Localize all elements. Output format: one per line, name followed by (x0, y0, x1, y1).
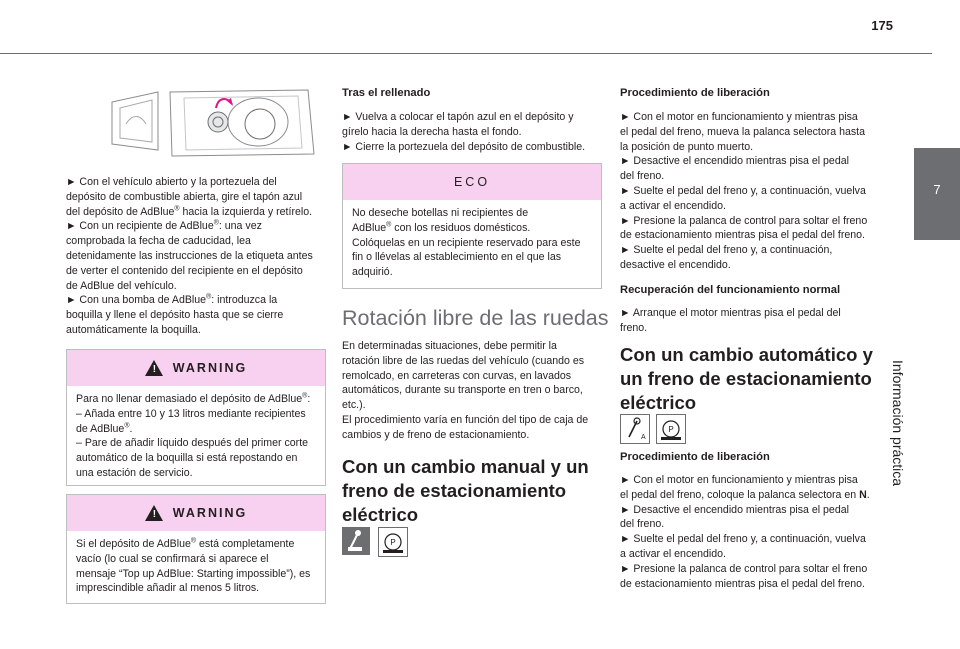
eco-title: ECO (453, 175, 491, 189)
after-refill-heading: Tras el rellenado (342, 87, 431, 99)
release2-line-3: ► Desactive el encendido mientras pisa el pedal (620, 503, 849, 516)
warning-triangle-icon: ! (145, 505, 163, 521)
page-number: 175 (871, 18, 893, 33)
adblue-filler-illustration (100, 84, 326, 160)
chapter-title: Información práctica (890, 360, 906, 487)
eco-line-5: adquirió. (352, 266, 393, 279)
eco-line-4: fin o llévelas al establecimiento en el que las (352, 251, 562, 264)
release-line-4: ► Desactive el encendido mientras pisa el pedal (620, 155, 849, 168)
release-line-1: ► Con el motor en funcionamiento y mientras pisa (620, 111, 858, 123)
intro-line-5: etc.). (342, 399, 366, 412)
manual-heading-line-3: eléctrico (342, 504, 419, 525)
release2-line-5: ► Suelte el pedal del freno y, a continuación, vuelva (620, 533, 866, 546)
step-2-line-2: comprobada la fecha de caducidad, lea (66, 235, 251, 248)
intro-line-4: automáticos, durante su transporte en tren o barco, (342, 384, 583, 397)
release-line-9: de estacionamiento mientras pisa el pedal del freno. (620, 229, 865, 242)
chapter-number: 7 (933, 182, 941, 197)
release2-heading: Procedimiento de liberación (620, 451, 770, 463)
eco-line-1: No deseche botellas ni recipientes de (352, 207, 529, 219)
auto-heading-line-2: un freno de estacionamiento (620, 368, 872, 389)
intro-line-2: rotación libre de las ruedas del vehículo (cuando es (342, 354, 585, 367)
release-line-5: del freno. (620, 170, 665, 183)
step-1-line-2: depósito de combustible abierta, gire el tapón azul (66, 190, 303, 203)
step-1-line-3: del depósito de AdBlue® hacia la izquierda y retírelo. (66, 205, 313, 218)
release-line-2: el pedal del freno, mueva la palanca selectora hasta (620, 125, 865, 138)
warning1-line-2: – Añada entre 10 y 13 litros mediante recipientes (76, 407, 306, 420)
step-3-line-2: boquilla y llene el depósito hasta que se cierre (66, 309, 284, 322)
release-line-11: desactive el encendido. (620, 258, 731, 271)
svg-text:P: P (668, 425, 674, 434)
manual-heading (342, 455, 612, 527)
after-refill-line-2: gírelo hacia la derecha hasta el fondo. (342, 125, 522, 138)
warning-header (67, 495, 325, 531)
warning-title: WARNING (172, 361, 248, 375)
release2-line-6: a activar el encendido. (620, 547, 727, 560)
chapter-tab (914, 148, 960, 240)
recovery-heading: Recuperación del funcionamiento normal (620, 284, 841, 296)
release-heading: Procedimiento de liberación (620, 87, 770, 99)
warning2-line-4: imprescindible añadir al menos 5 litros. (76, 582, 260, 595)
intro-line-6: El procedimiento varía en función del tipo de caja de (342, 413, 589, 426)
recovery-line-1: ► Arranque el motor mientras pisa el pedal del (620, 307, 841, 319)
intro-line-7: cambios y de freno de estacionamiento. (342, 428, 530, 441)
after-refill-line-3: ► Cierre la portezuela del depósito de combustible. (342, 140, 586, 153)
parking-brake-icon (378, 527, 408, 557)
step-1-line-1: ► Con el vehículo abierto y la portezuela del (66, 176, 277, 188)
step-2-line-4: de verter el contenido del recipiente en el depósito (66, 264, 303, 277)
warning1-line-4: – Pare de añadir líquido después del primer corte (76, 437, 309, 450)
step-3-line-1: ► Con una bomba de AdBlue®: introduzca la (66, 293, 278, 307)
release2-line-2: el pedal del freno, coloque la palanca selectora en N. (620, 488, 870, 501)
auto-heading (620, 343, 895, 415)
svg-text:P: P (390, 538, 396, 547)
parking-brake-icon (656, 414, 686, 444)
step-2-line-5: de AdBlue del vehículo. (66, 279, 177, 292)
release-line-10: ► Suelte el pedal del freno y, a continuación, (620, 244, 833, 257)
release2-line-7: ► Presione la palanca de control para soltar el freno (620, 562, 868, 575)
release-line-6: ► Suelte el pedal del freno y, a continuación, vuelva (620, 184, 866, 197)
after-refill-line-1: ► Vuelva a colocar el tapón azul en el depósito y (342, 111, 574, 123)
warning1-line-1: Para no llenar demasiado el depósito de AdBlue®: (76, 392, 311, 405)
step-2-line-3: detenidamente las instrucciones de la etiqueta antes (66, 249, 313, 262)
warning1-line-5: automático de la boquilla si está repostando en (76, 452, 298, 465)
warning2-line-1: Si el depósito de AdBlue® está completamente (76, 537, 295, 550)
manual-heading-line-1: Con un cambio manual y un (342, 456, 589, 477)
warning-triangle-icon: ! (145, 360, 163, 376)
warning2-line-3: mensaje “Top up AdBlue: Starting impossible”), es (76, 567, 311, 580)
automatic-gearbox-icon (620, 414, 650, 444)
warning-box-2 (66, 494, 326, 604)
release2-line-8: de estacionamiento mientras pisa el pedal del freno. (620, 577, 865, 590)
eco-line-3: Colóquelas en un recipiente reservado para este (352, 236, 581, 249)
recovery-line-2: freno. (620, 321, 648, 334)
intro-line-1: En determinadas situaciones, debe permitir la (342, 340, 557, 352)
auto-heading-line-3: eléctrico (620, 392, 697, 413)
manual-gearbox-icon (342, 527, 370, 555)
warning-header (67, 350, 325, 386)
eco-header (343, 164, 601, 200)
warning-title: WARNING (172, 506, 248, 520)
warning1-line-6: una estación de servicio. (76, 466, 193, 479)
release2-line-1: ► Con el motor en funcionamiento y mientras pisa (620, 474, 858, 486)
warning1-line-3: de AdBlue®. (76, 422, 133, 435)
step-3-line-3: automáticamente la boquilla. (66, 323, 201, 336)
step-2-line-1: ► Con un recipiente de AdBlue®: una vez (66, 219, 262, 233)
section-title: Rotación libre de las ruedas (342, 306, 609, 330)
warning-box-1 (66, 349, 326, 486)
eco-box (342, 163, 602, 289)
manual-heading-line-2: freno de estacionamiento (342, 480, 567, 501)
release-line-3: la posición de punto muerto. (620, 140, 754, 153)
header-rule (0, 53, 932, 54)
warning2-line-2: vacío (lo cual se confirmará si aparece el (76, 552, 269, 565)
intro-line-3: remolcado, en carreteras con curvas, en lavados (342, 369, 572, 382)
release-line-8: ► Presione la palanca de control para soltar el freno (620, 214, 868, 227)
eco-line-2: AdBlue® con los residuos domésticos. (352, 221, 531, 234)
svg-text:A: A (641, 434, 646, 441)
auto-heading-line-1: Con un cambio automático y (620, 344, 873, 365)
release2-line-4: del freno. (620, 518, 665, 531)
release-line-7: a activar el encendido. (620, 199, 727, 212)
